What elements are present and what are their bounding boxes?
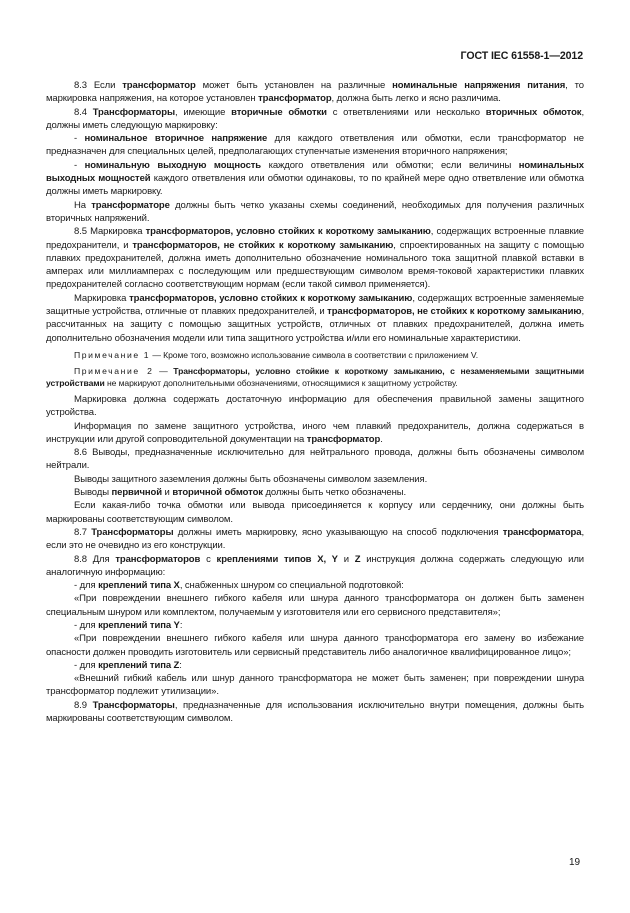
text-run: Информация по замене защитного устройства, иного чем плавкий предохранитель, должна содержаться в инструкции или другой сопроводительной документации на (46, 420, 584, 445)
text-run: и (337, 553, 355, 565)
text-run: , содержащих встроенные плавкие предохранители, и (46, 226, 584, 251)
text-run: 8.5 Маркировка (74, 226, 146, 238)
bold-term: трансформатора (502, 526, 582, 538)
quote-type-y (46, 632, 584, 659)
bold-term: Трансформаторы (91, 526, 174, 538)
text-run: - (74, 133, 85, 145)
text-run: , снабженных шнуром со специальной подготовкой: (179, 580, 404, 592)
document-header: ГОСТ IEC 61558-1—2012 (460, 50, 583, 62)
text-run: 8.4 (74, 106, 93, 118)
text-run: Маркировка должна содержать достаточную информацию для обеспечения правильной замены защитного устройства. (46, 393, 584, 419)
text-run: , если это не очевидно из его конструкции. (46, 526, 584, 552)
paragraph-marking-info (46, 393, 584, 420)
text-run: - для (74, 580, 99, 592)
bold-term: креплений типа Z (98, 659, 180, 671)
text-run: Примечание 1 (74, 349, 151, 360)
paragraph-earthing-terminals (46, 473, 584, 486)
text-run: : (179, 619, 183, 631)
text-run: Выводы защитного заземления должны быть обозначены символом заземления. (74, 473, 428, 485)
bold-term: трансформаторов, условно стойких к короткому замыканию (145, 226, 431, 238)
bold-term: Z (354, 553, 361, 565)
paragraph-replacement-info (46, 420, 584, 447)
clause-8-4 (46, 106, 584, 133)
bold-term: вторичные обмотки (231, 106, 327, 118)
text-run: не маркируют дополнительными обозначениями, относящимися к защитному устройству. (104, 377, 458, 388)
bold-term: Трансформаторы (92, 699, 175, 711)
note-2 (46, 365, 584, 389)
text-run: , то маркировка напряжения, на которое установлен (46, 80, 584, 105)
bold-term: трансформаторов, не стойких к короткому замыканию (327, 306, 582, 318)
bold-term: креплений типа Y (98, 619, 180, 631)
bold-term: вторичных обмоток (485, 106, 582, 118)
text-run: инструкция должна содержать следующую или аналогичную информацию: (46, 553, 584, 578)
note-1 (46, 349, 584, 361)
text-run: «Внешний гибкий кабель или шнур данного трансформатора не может быть заменен; при повреждении шнура трансформатор подлежит утилизации». (46, 673, 584, 698)
paragraph-protective-devices (46, 292, 584, 345)
paragraph-winding-terminals (46, 486, 584, 499)
text-run: — (153, 365, 174, 376)
clause-8-8 (46, 553, 584, 580)
text-run: с ответвлениями или несколько (326, 106, 486, 118)
bold-term: креплений типа X (98, 580, 180, 592)
list-item-type-x (46, 579, 584, 592)
text-run: каждого ответвления или обмотки одинаковы, то по крайней мере одно ответвление или обмотка должны иметь маркировку. (46, 173, 584, 198)
text-run: 8.9 (74, 699, 93, 711)
text-run: 8.7 (74, 526, 92, 538)
bold-term: трансформаторов, условно стойких к короткому замыканию (129, 292, 413, 304)
bold-term: номинальную выходную мощность (84, 159, 262, 171)
bold-term: номинальные напряжения питания (392, 80, 566, 91)
clause-8-3 (46, 79, 584, 106)
text-run: На (74, 199, 92, 211)
paragraph-core-connection (46, 499, 584, 526)
text-run: с (200, 553, 217, 565)
text-run: , предназначенные для использования исключительно внутри помещения, должны быть маркированы соответствующим символом. (46, 699, 584, 725)
clause-8-6 (46, 446, 584, 473)
bold-term: Трансформаторы, условно стойкие к короткому замыканию, с незаменяемыми защитными устройствами (46, 365, 585, 388)
text-run: должны иметь маркировку, ясно указывающую на способ подключения (173, 526, 503, 538)
text-run: Выводы (74, 487, 112, 499)
clause-8-9 (46, 699, 584, 726)
text-run: - (74, 159, 85, 171)
text-run: 8.8 Для (74, 553, 116, 565)
list-item-type-z (46, 659, 584, 672)
bold-term: трансформатор (306, 433, 381, 445)
text-run: Примечание 2 (74, 365, 154, 376)
page-number: 19 (569, 857, 581, 868)
bold-term: креплениями типов X, Y (216, 553, 338, 565)
bold-term: трансформаторов, не стойких к короткому замыканию (132, 239, 394, 251)
text-run: , должна быть легко и ясно различима. (331, 93, 501, 105)
paragraph-connection-diagrams (46, 199, 584, 226)
text-run: - для (74, 619, 99, 631)
list-item-secondary-voltage (46, 132, 584, 159)
text-run: . (380, 433, 383, 445)
quote-type-z (46, 672, 584, 699)
text-run: каждого ответвления или обмотки; если величины (261, 159, 519, 171)
text-run: «При повреждении внешнего гибкого кабеля или шнура данного трансформатора он должен быть заменен специальным шнуром или комплектом, получаемым у изготовителя или его сервисного представителя»; (46, 593, 584, 618)
bold-term: трансформатор (122, 80, 196, 91)
text-run: 8.6 Выводы, предназначенные исключительно для нейтрального провода, должны быть обозначены символом нейтрали. (46, 447, 584, 472)
text-run: , имеющие (174, 106, 232, 118)
text-run: — Кроме того, возможно использование символа в соответствии с приложением V. (150, 349, 478, 360)
text-run: Если какая-либо точка обмотки или вывода присоединяется к корпусу или сердечнику, они должны быть маркированы соответствующим символом. (46, 500, 584, 525)
bold-term: трансформаторе (91, 199, 170, 211)
text-run: «При повреждении внешнего гибкого кабеля или шнура данного трансформатора его замену во избежание опасности должен проводить изготовитель или сервисный представитель либо аналогичное квалифицированное лицо»; (46, 633, 584, 658)
text-run: для каждого ответвления или обмотки, если трансформатор не предназначен для специальных целей, предполагающих ступенчатые изменения вторичного напряжения; (46, 133, 584, 158)
bold-term: номинальное вторичное напряжение (84, 133, 268, 145)
text-run: должны быть четко обозначены. (262, 487, 406, 499)
text-run: и (162, 487, 173, 499)
clause-8-5 (46, 225, 584, 291)
text-run: может быть установлен на различные (195, 80, 393, 91)
text-run: , рассчитанных на защиту с помощью защитных устройств, отличных от плавких предохранителей, должна иметь дополнительно обозначения модели или типа защитного устройства и/или его номинальные характеристики. (46, 306, 584, 344)
bold-term: номинальных выходных мощностей (46, 159, 584, 185)
clause-8-7 (46, 526, 584, 553)
bold-term: первичной (111, 487, 163, 499)
bold-term: вторичной обмоток (172, 487, 263, 499)
text-run: , содержащих встроенные заменяемые защитные устройства, отличные от плавких предохранителей, и (46, 292, 584, 318)
text-run: , спроектированных на защиту с помощью плавких предохранителей, должна иметь дополнительно обозначение номинального тока защитной плавкой вставки в амперах или миллиамперах с последующим или предшествующим символом время-токовой характеристики плавких предохранителей согласно соответствующим нормам (если такой символ применяется). (46, 239, 584, 291)
text-run: 8.3 Если (74, 80, 123, 91)
text-run: должны быть четко указаны схемы соединений, необходимых для получения различных вторичных напряжений. (46, 199, 584, 224)
text-run: , должны иметь следующую маркировку: (46, 106, 584, 131)
list-item-type-y (46, 619, 584, 632)
document-body (46, 79, 584, 725)
list-item-output-power (46, 159, 584, 199)
bold-term: трансформатор (258, 93, 332, 105)
text-run: - для (74, 659, 99, 671)
text-run: Маркировка (74, 292, 130, 304)
text-run: : (179, 659, 182, 671)
bold-term: Трансформаторы (92, 106, 175, 118)
quote-type-x (46, 592, 584, 619)
bold-term: трансформаторов (115, 553, 201, 565)
